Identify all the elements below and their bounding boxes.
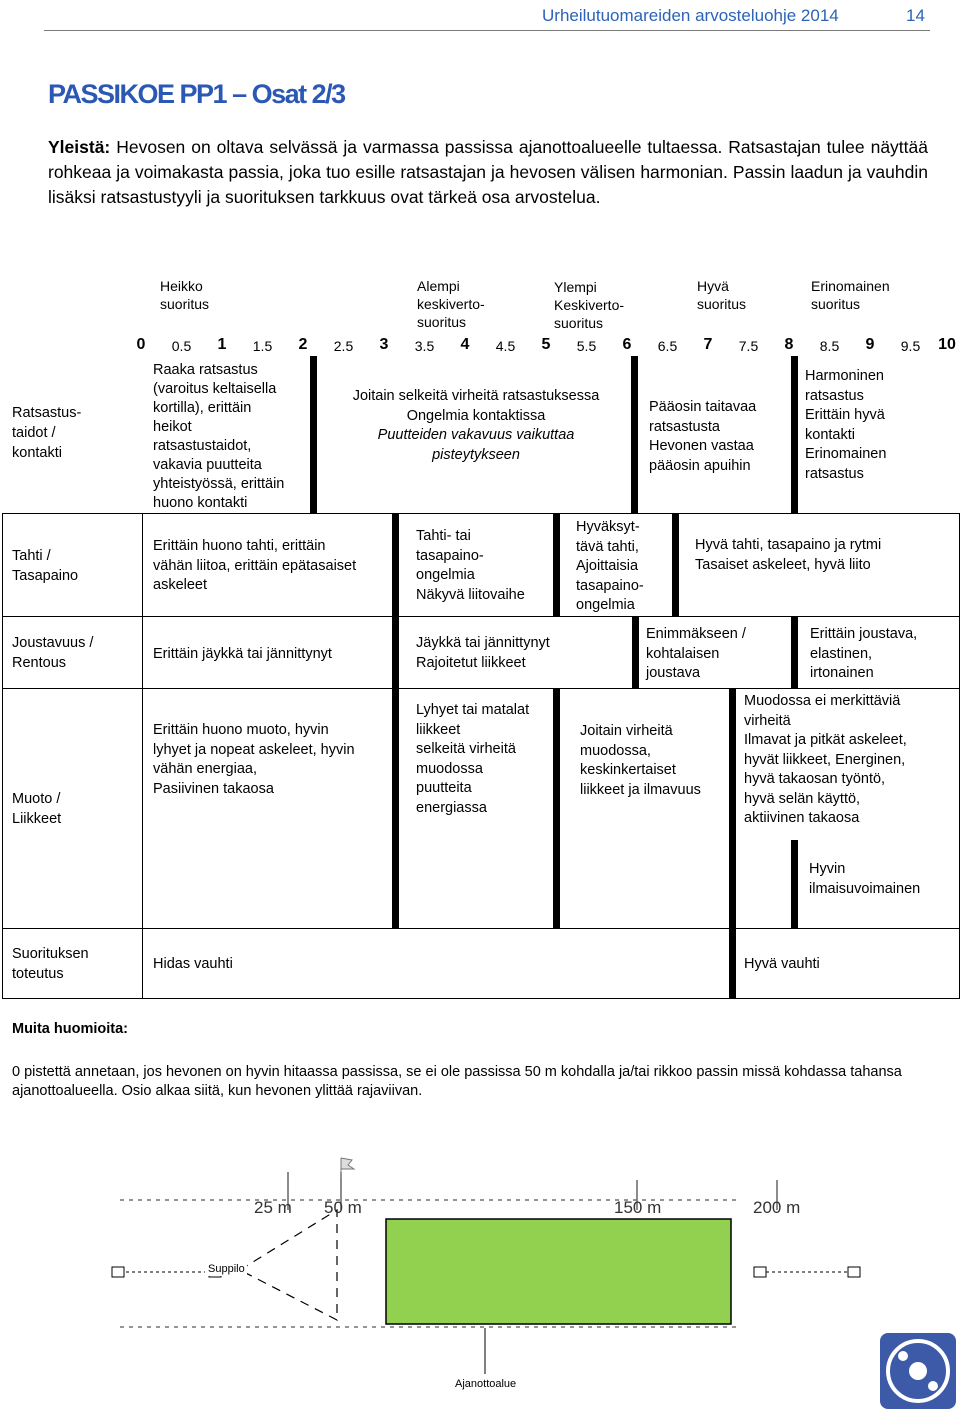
r2-heikko-text: Erittäin huono tahti, erittäin vähän liitoa, erittäin epätasaiset askeleet [153,538,357,593]
scale-tick: 8 [784,336,794,353]
r2-ylempi-text: Hyväksyt- tävä tahti, Ajoittaisia tasapaino- ongelmia [576,519,644,613]
label-column-divider [142,513,143,998]
level-erinomainen: Erinomainen suoritus [811,278,890,312]
distance-label: 200 m [753,1198,801,1217]
intro-label: Yleistä: [48,137,111,157]
scale-tick: 1 [217,336,227,353]
intro-text: Hevosen on oltava selvässä ja varmassa passissa ajanottoalueelle tultaessa. Ratsastajan tulee näyttää rohkeaa ja voimakasta passia, joka tuo esille ratsastajan ja hevosen välisen harmonian. Passin laadun ja vauhdin lisäksi ratsastustyyli ja suorituksen tarkkuus ovat tärkeä osa arvostelua. [48,137,928,207]
separator-bar [672,513,679,616]
separator-bar [392,688,399,928]
row-label-muoto: Muoto / Liikkeet [12,791,62,827]
funnel-shape [240,1210,337,1320]
row-label-ratsastustaidot: Ratsastus- taidot / kontakti [12,405,82,461]
separator-bar [729,688,736,928]
r4-alempi-text: Lyhyet tai matalat liikkeet selkeitä virheitä muodossa puutteita energiassa [416,702,530,816]
distance-label: 150 m [614,1198,662,1217]
level-heikko: Heikko suoritus [160,278,210,312]
r2-alempi-text: Tahti- tai tasapaino- ongelmia Näkyvä liitovaihe [416,528,525,603]
notes-heading: Muita huomioita: [12,1021,128,1037]
r3-alempi-text: Jäykkä tai jännittynyt Rajoitetut liikkeet [416,635,550,671]
scale-tick: 9 [865,336,875,353]
page-title: PASSIKOE PP1 – Osat 2/3 [48,79,345,109]
r1-keskiverto-text: Joitain selkeitä virheitä ratsastuksessa Ongelmia kontaktissa Puutteiden vakavuus vaikuttaa pisteytykseen [352,388,600,463]
separator-bar [310,356,317,513]
separator-bar [553,688,560,928]
separator-bar [631,356,638,513]
scale-tick: 6 [622,336,632,353]
separator-bar [791,616,798,688]
flag-icon [341,1158,354,1178]
r1-hyva-text: Pääosin taitavaa ratsastusta Hevonen vastaa pääosin apuihin [649,399,757,474]
track-diagram [0,1150,960,1409]
separator-bar [791,840,798,928]
level-alempi: Alempi keskiverto- suoritus [417,278,485,330]
row-divider [2,928,960,929]
header-title: Urheilutuomareiden arvosteluohje 2014 [542,6,839,25]
scale-tick: 8.5 [819,338,840,354]
intro-paragraph [48,135,928,210]
separator-bar [632,616,639,688]
scale-tick: 2 [298,336,308,353]
scale-tick: 10 [938,336,956,353]
separator-bar [729,928,736,998]
separator-bar [791,356,798,513]
scale-tick: 7.5 [738,338,759,354]
scale-tick: 3 [379,336,389,353]
r2-hyva-text: Hyvä tahti, tasapaino ja rytmi Tasaiset askeleet, hyvä liito [695,537,882,573]
page-number: 14 [906,6,925,25]
scale-tick: 1.5 [252,338,273,354]
level-hyva: Hyvä suoritus [697,278,747,312]
r4-erinomainen-text: Hyvin ilmaisuvoimainen [809,861,921,897]
level-ylempi: Ylempi Keskiverto- suoritus [554,279,625,331]
row-label-suorituksen-toteutus: Suorituksen toteutus [12,946,89,982]
r5-heikko-text: Hidas vauhti [153,956,233,972]
scale-tick: 0 [136,336,146,353]
row-divider [2,688,960,689]
header-rule [44,30,930,31]
scale-tick: 3.5 [414,338,435,354]
r3-erinomainen-text: Erittäin joustava, elastinen, irtonainen [810,626,918,681]
row-divider [2,616,960,617]
funnel-label: Suppilo [208,1263,245,1275]
row-label-tahti: Tahti / Tasapaino [12,548,79,584]
row-label-joustavuus: Joustavuus / Rentous [12,635,94,671]
r5-hyva-text: Hyvä vauhti [744,956,820,972]
scale-tick: 2.5 [333,338,354,354]
finish-line-marker-icon [754,1267,860,1277]
scale-tick: 7 [703,336,713,353]
scale-tick: 5 [541,336,551,353]
distance-label: 25 m [254,1198,292,1217]
separator-bar [553,513,560,616]
row-divider [2,513,960,514]
table-border-left [2,513,3,998]
timing-zone [386,1219,731,1324]
r1-erinomainen-text: Harmoninen ratsastus Erittäin hyvä kontakti Erinomainen ratsastus [805,368,887,482]
scale-tick: 0.5 [171,338,192,354]
zone-label: Ajanottoalue [455,1378,517,1390]
row-divider [2,998,960,999]
scale-tick: 9.5 [900,338,921,354]
r4-ylempi-text: Joitain virheitä muodossa, keskinkertaiset liikkeet ja ilmavuus [580,723,701,798]
scale-tick: 4.5 [495,338,516,354]
separator-bar [392,513,399,616]
scale-tick: 4 [460,336,470,353]
separator-bar [392,616,399,688]
organization-logo-icon [880,1333,956,1409]
r3-hyva-text: Enimmäkseen / kohtalaisen joustava [646,626,746,681]
r4-heikko-text: Erittäin huono muoto, hyvin lyhyet ja nopeat askeleet, hyvin vähän energiaa, Pasiivinen takaosa [153,722,355,797]
r3-heikko-text: Erittäin jäykkä tai jännittynyt [153,646,332,662]
notes-text: 0 pistettä annetaan, jos hevonen on hyvin hitaassa passissa, se ei ole passissa 50 m kohdalla ja/tai rikkoo passin missä kohdassa tahansa ajanottoalueella. Osio alkaa siitä, kun hevonen ylittää rajaviivan. [12,1064,902,1099]
r4-hyva-text: Muodossa ei merkittäviä virheitä Ilmavat ja pitkät askeleet, hyvät liikkeet, Energinen, hyvä takaosan työntö, hyvä selän käyttö, aktiivinen takaosa [744,693,907,826]
r1-heikko-text: Raaka ratsastus (varoitus keltaisella kortilla), erittäin heikot ratsastustaidot, vakavia puutteita yhteistyössä, erittäin huono kontakti [153,362,285,511]
distance-label: 50 m [324,1198,362,1217]
scale-tick: 6.5 [657,338,678,354]
scale-tick: 5.5 [576,338,597,354]
